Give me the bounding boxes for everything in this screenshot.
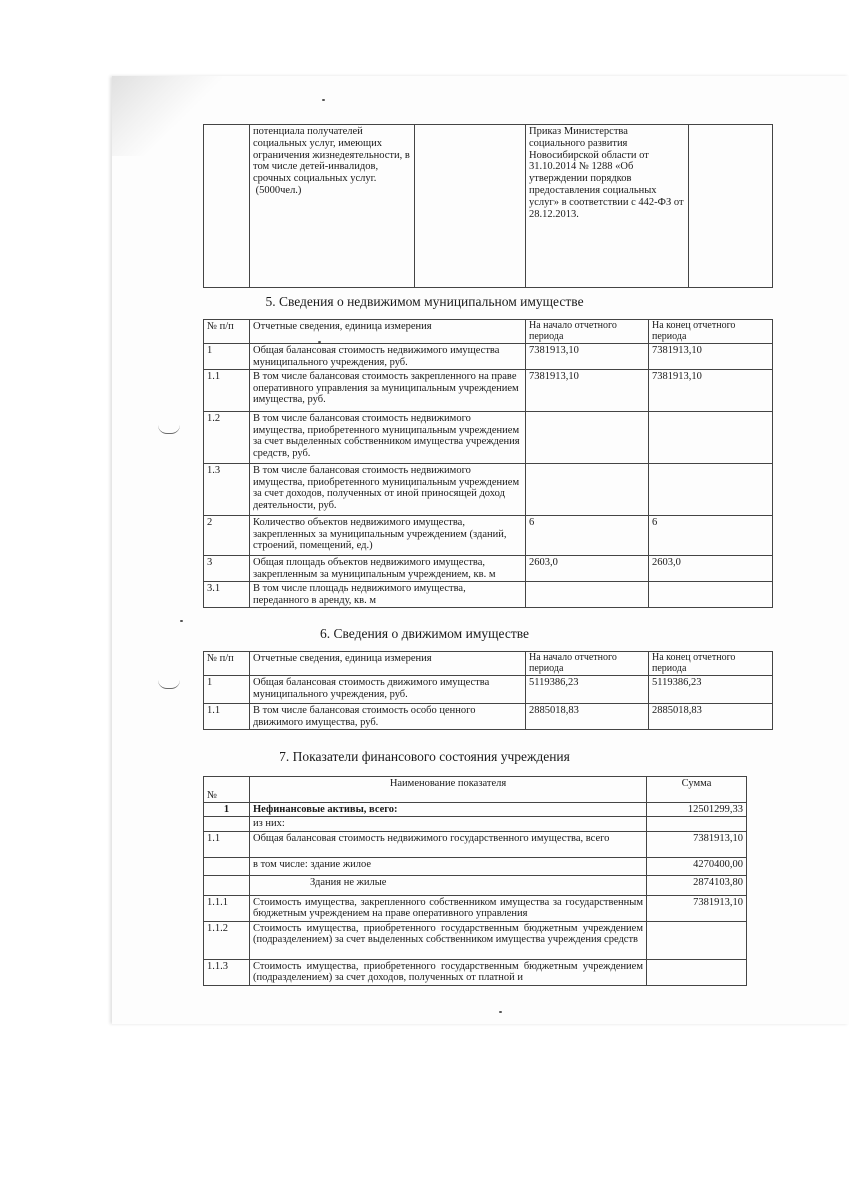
cell: 1.1 (204, 831, 250, 857)
cell: Общая площадь объектов недвижимого имущества, закрепленным за муниципальным учреждением, кв. м (250, 556, 526, 582)
table-row (204, 704, 773, 730)
cell: 7381913,10 (526, 344, 649, 370)
table-row (204, 125, 773, 288)
table-row (204, 556, 773, 582)
header-cell: Отчетные сведения, единица измерения (250, 320, 526, 344)
cell: 1.1.3 (204, 959, 250, 985)
table-row (204, 803, 747, 817)
cell: 3 (204, 556, 250, 582)
cell (204, 125, 250, 288)
cell: Нефинансовые активы, всего: (250, 803, 647, 817)
cell: 7381913,10 (647, 895, 747, 921)
cell (204, 875, 250, 895)
cell: 12501299,33 (647, 803, 747, 817)
cell: 2874103,80 (647, 875, 747, 895)
cell (689, 125, 773, 288)
cell (526, 464, 649, 516)
table-header-row (204, 320, 773, 344)
header-cell: № п/п (204, 652, 250, 676)
cell: В том числе балансовая стоимость недвижимого имущества, приобретенного муниципальным учреждением за счет выделенных собственником имущества учреждения средств, руб. (250, 412, 526, 464)
table-row (204, 959, 747, 985)
table-row (204, 344, 773, 370)
header-cell: Сумма (647, 777, 747, 803)
cell: 1.3 (204, 464, 250, 516)
header-cell: № (204, 777, 250, 803)
cell: Стоимость имущества, закрепленного собственником имущества за государственным бюджетным учреждением на праве оперативного управления (250, 895, 647, 921)
cell (415, 125, 526, 288)
table-row (204, 895, 747, 921)
cell: 1 (204, 344, 250, 370)
cell: 1 (204, 803, 250, 817)
cell: 1.1 (204, 370, 250, 412)
section-5-title: 5. Сведения о недвижимом муниципальном имуществе (265, 294, 584, 309)
cell: 1.1 (204, 704, 250, 730)
cell (647, 921, 747, 959)
cell: 3.1 (204, 582, 250, 608)
cell: В том числе балансовая стоимость недвижимого имущества, приобретенного муниципальным учреждением за счет доходов, полученных от иной приносящей доход деятельности, руб. (250, 464, 526, 516)
cell: 7381913,10 (647, 831, 747, 857)
header-cell: Отчетные сведения, единица измерения (250, 652, 526, 676)
cell: В том числе площадь недвижимого имущества, переданного в аренду, кв. м (250, 582, 526, 608)
cell: 1.1.1 (204, 895, 250, 921)
service-description: потенциала получателей социальных услуг, имеющих ограничения жизнедеятельности, в том числе детей-инвалидов, срочных социальных услуг. (5000чел.) (250, 125, 415, 288)
table-row (204, 370, 773, 412)
table-row (204, 831, 747, 857)
cell: 4270400,00 (647, 857, 747, 875)
header-cell: № п/п (204, 320, 250, 344)
cell: 5119386,23 (526, 676, 649, 704)
cell: 1.1.2 (204, 921, 250, 959)
cell (647, 817, 747, 831)
table-row (204, 676, 773, 704)
cell: 2885018,83 (649, 704, 773, 730)
cell: 7381913,10 (526, 370, 649, 412)
services-table (203, 124, 773, 288)
cell: 2603,0 (526, 556, 649, 582)
cell: 1 (204, 676, 250, 704)
cell: Общая балансовая стоимость недвижимого имущества муниципального учреждения, руб. (250, 344, 526, 370)
cell: 7381913,10 (649, 370, 773, 412)
header-cell: На начало отчетного периода (526, 652, 649, 676)
cell: 1.2 (204, 412, 250, 464)
scan-speck (322, 99, 325, 101)
cell: Общая балансовая стоимость движимого имущества муниципального учреждения, руб. (250, 676, 526, 704)
cell: 2 (204, 516, 250, 556)
header-cell: Наименование показателя (250, 777, 647, 803)
cell: 5119386,23 (649, 676, 773, 704)
cell: В том числе балансовая стоимость особо ценного движимого имущества, руб. (250, 704, 526, 730)
cell (647, 959, 747, 985)
table-row (204, 817, 747, 831)
financial-state-table (203, 776, 747, 986)
cell (526, 582, 649, 608)
header-cell: На начало отчетного периода (526, 320, 649, 344)
table-row (204, 412, 773, 464)
cell (526, 412, 649, 464)
cell: В том числе балансовая стоимость закрепленного на праве оперативного управления за муниципальным учреждением имущества, руб. (250, 370, 526, 412)
cell: из них: (250, 817, 647, 831)
scan-speck (499, 1011, 502, 1013)
cell (204, 817, 250, 831)
cell: Здания не жилые (250, 875, 647, 895)
cell: Стоимость имущества, приобретенного государственным бюджетным учреждением (подразделением) за счет доходов, полученных от платной и (250, 959, 647, 985)
cell: 2885018,83 (526, 704, 649, 730)
cell (204, 857, 250, 875)
cell (649, 582, 773, 608)
cell: Общая балансовая стоимость недвижимого государственного имущества, всего (250, 831, 647, 857)
section-7-title: 7. Показатели финансового состояния учреждения (279, 749, 570, 764)
legal-basis: Приказ Министерства социального развития Новосибирской области от 31.10.2014 № 1288 «Об утверждении порядков предоставления социальных услуг» в соответствии с 442-ФЗ от 28.12.2013. (526, 125, 689, 288)
table-row (204, 921, 747, 959)
cell: 2603,0 (649, 556, 773, 582)
table-row (204, 875, 747, 895)
table-header-row (204, 777, 747, 803)
scan-speck (180, 620, 183, 622)
section-6-title: 6. Сведения о движимом имуществе (319, 626, 530, 641)
table-row (204, 516, 773, 556)
cell: 6 (526, 516, 649, 556)
cell: Количество объектов недвижимого имущества, закрепленных за муниципальным учреждением (зданий, строений, помещений, ед.) (250, 516, 526, 556)
table-header-row (204, 652, 773, 676)
cell: Стоимость имущества, приобретенного государственным бюджетным учреждением (подразделением) за счет выделенных собственником имущества учреждения средств (250, 921, 647, 959)
movable-property-table (203, 651, 773, 730)
real-estate-table (203, 319, 773, 608)
table-row (204, 857, 747, 875)
cell: в том числе: здание жилое (250, 857, 647, 875)
header-cell: На конец отчетного периода (649, 320, 773, 344)
table-row (204, 582, 773, 608)
table-row (204, 464, 773, 516)
header-cell: На конец отчетного периода (649, 652, 773, 676)
cell: 7381913,10 (649, 344, 773, 370)
cell (649, 464, 773, 516)
cell (649, 412, 773, 464)
cell: 6 (649, 516, 773, 556)
